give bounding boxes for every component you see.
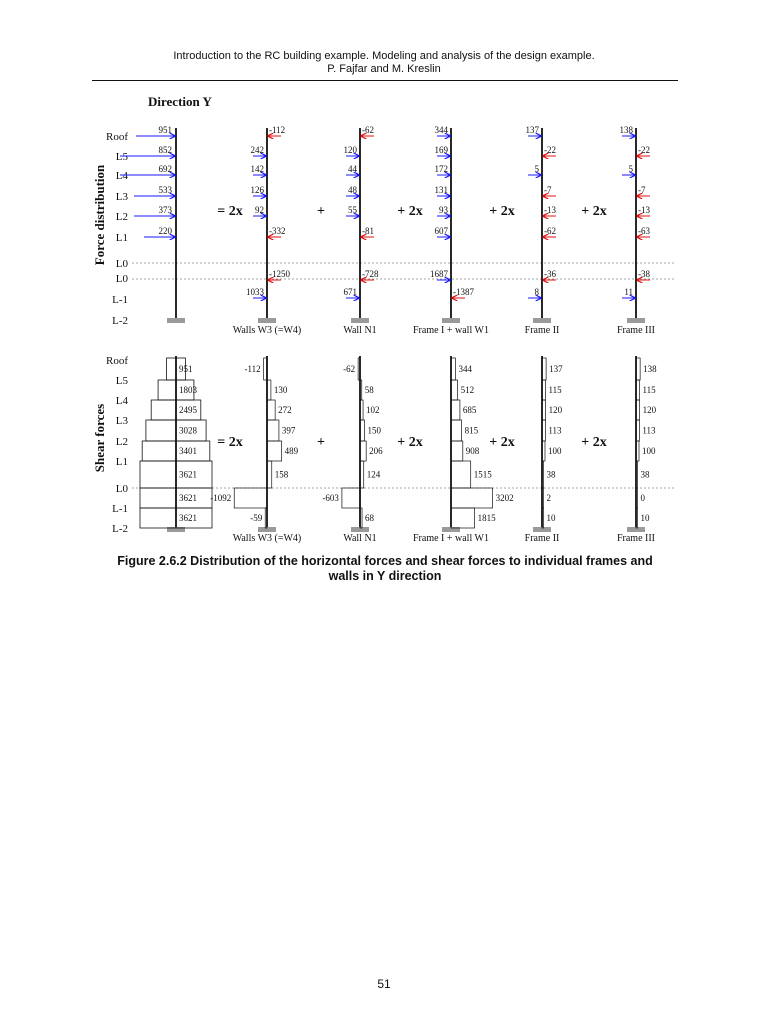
shear-value: 512 — [460, 385, 475, 395]
force-value: 220 — [158, 226, 172, 236]
shear-block — [451, 461, 471, 488]
force-value: 172 — [434, 164, 448, 174]
level-label-shear: L2 — [115, 436, 128, 448]
shear-value: 1515 — [473, 469, 492, 480]
element-name-upper: Frame I + wall W1 — [413, 325, 489, 336]
shear-value: 397 — [281, 425, 296, 436]
force-value: -22 — [544, 145, 556, 155]
shear-value: -112 — [244, 364, 261, 374]
force-value: 1033 — [246, 287, 264, 297]
shear-value: 0 — [640, 493, 645, 503]
level-label-shear: L-1 — [112, 503, 128, 515]
force-value: 1687 — [430, 269, 448, 279]
shear-value: 115 — [548, 385, 562, 395]
support-base — [167, 318, 185, 323]
force-value: 671 — [343, 287, 357, 297]
shear-block — [158, 380, 176, 400]
shear-block — [451, 420, 462, 441]
force-value: 93 — [439, 205, 448, 215]
force-value: 344 — [434, 125, 448, 135]
force-value: 533 — [158, 185, 172, 195]
force-value: 131 — [434, 185, 448, 195]
force-value: -13 — [638, 205, 650, 215]
shear-value: -603 — [322, 493, 339, 503]
shear-block — [360, 441, 366, 461]
shear-value: 206 — [369, 446, 383, 456]
shear-value: 3621 — [179, 513, 197, 523]
level-label-upper: L2 — [115, 211, 128, 223]
shear-value: 951 — [179, 364, 193, 374]
shear-block — [451, 508, 475, 528]
header-authors: P. Fajfar and M. Kreslin — [327, 63, 441, 75]
shear-value: 102 — [366, 405, 380, 415]
element-name-lower: Wall N1 — [343, 533, 377, 544]
force-value: -7 — [638, 185, 646, 195]
shear-value: 908 — [465, 446, 480, 456]
force-value: 137 — [525, 125, 539, 135]
page-number: 51 — [377, 977, 391, 991]
force-value: 138 — [619, 125, 633, 135]
shear-block — [142, 441, 176, 461]
level-label-upper: Roof — [106, 131, 128, 143]
level-label-shear: L4 — [115, 395, 128, 407]
support-base — [258, 318, 276, 323]
force-value: -62 — [362, 125, 374, 135]
shear-value: 68 — [365, 513, 375, 523]
shear-value: -1092 — [210, 493, 232, 503]
force-value: -332 — [269, 226, 286, 236]
level-label-shear: L5 — [115, 375, 128, 387]
shear-value: 10 — [640, 513, 650, 523]
force-value: -728 — [362, 269, 379, 279]
operator-sign: + 2x — [581, 435, 607, 450]
force-value: -112 — [269, 125, 286, 135]
element-name-upper: Wall N1 — [343, 325, 377, 336]
shear-block — [167, 358, 176, 380]
shear-value: 1803 — [179, 385, 197, 395]
level-label-upper: L1 — [115, 232, 128, 244]
shear-block — [140, 508, 176, 528]
shear-block — [267, 441, 282, 461]
level-label-shear: L0 — [115, 483, 128, 495]
shear-value: 2 — [546, 493, 551, 503]
shear-value: 120 — [548, 405, 563, 415]
shear-block — [151, 400, 176, 420]
operator-sign: = 2x — [217, 435, 243, 450]
shear-block — [140, 488, 176, 508]
support-base — [442, 318, 460, 323]
level-label-upper: L3 — [115, 191, 128, 203]
shear-value: 100 — [548, 446, 562, 456]
shear-value: 3028 — [179, 425, 197, 436]
level-label-shear: L3 — [115, 415, 128, 427]
shear-block — [234, 488, 267, 508]
force-value: 126 — [250, 185, 264, 195]
level-label-upper: L4 — [115, 170, 128, 182]
force-value: -22 — [638, 145, 650, 155]
force-value: 44 — [348, 164, 357, 174]
shear-value: 272 — [278, 405, 292, 415]
shear-value: 130 — [273, 385, 288, 395]
operator-sign: = 2x — [217, 204, 243, 219]
shear-value: -59 — [250, 513, 263, 523]
level-label-lower: L-2 — [112, 315, 128, 327]
shear-value: 137 — [549, 364, 563, 374]
element-name-lower: Frame III — [616, 533, 656, 544]
shear-block — [451, 380, 458, 400]
operator-sign: + 2x — [581, 204, 607, 219]
force-value: 951 — [158, 125, 172, 135]
shear-value: 38 — [640, 469, 650, 480]
element-name-lower: Frame II — [524, 533, 560, 544]
level-label-upper: L0 — [115, 258, 128, 270]
element-name-lower: Frame I + wall W1 — [413, 533, 489, 544]
shear-block — [342, 488, 360, 508]
operator-sign: + — [317, 435, 325, 450]
force-value: -63 — [638, 226, 650, 236]
force-value: -1387 — [453, 287, 474, 297]
header-title: Introduction to the RC building example. Modeling and analysis of the design example. — [173, 50, 595, 62]
shear-value: 158 — [274, 469, 289, 480]
level-label-shear: L1 — [115, 456, 128, 468]
force-value: 5 — [534, 164, 539, 174]
shear-value: 2495 — [179, 405, 197, 415]
shear-value: 489 — [284, 446, 299, 456]
force-value: -36 — [544, 269, 556, 279]
caption-line-1: Figure 2.6.2 Distribution of the horizontal forces and shear forces to individual frames and — [117, 554, 653, 568]
shear-value: 120 — [642, 405, 657, 415]
force-value: 242 — [250, 145, 264, 155]
shear-block — [358, 358, 360, 380]
force-value: -13 — [544, 205, 556, 215]
force-value: 8 — [534, 287, 539, 297]
shear-block — [146, 420, 176, 441]
shear-value: 115 — [642, 385, 656, 395]
force-value: -62 — [544, 226, 556, 236]
shear-value: 138 — [643, 364, 657, 374]
shear-value: 150 — [367, 425, 381, 436]
force-value: 852 — [158, 145, 172, 155]
level-label-shear: Roof — [106, 355, 128, 367]
force-value: -81 — [362, 226, 374, 236]
force-value: 607 — [434, 226, 448, 236]
shear-value: 100 — [642, 446, 656, 456]
force-value: 11 — [624, 287, 633, 297]
shear-value: 1815 — [477, 513, 496, 523]
force-value: 92 — [255, 205, 264, 215]
force-value: 120 — [343, 145, 357, 155]
shear-value: 3202 — [495, 493, 514, 503]
shear-value: 3621 — [179, 469, 197, 480]
shear-value: 3401 — [179, 446, 197, 456]
level-label-shear: L-2 — [112, 523, 128, 535]
force-section-label: Force distribution — [92, 164, 107, 266]
operator-sign: + 2x — [397, 204, 423, 219]
shear-value: 124 — [366, 469, 381, 480]
shear-value: 344 — [458, 364, 472, 374]
force-value: -1250 — [269, 269, 290, 279]
shear-value: 38 — [546, 469, 556, 480]
figure-caption — [92, 554, 678, 584]
force-value: 48 — [348, 185, 357, 195]
support-base — [627, 318, 645, 323]
force-value: -7 — [544, 185, 552, 195]
shear-value: 3621 — [179, 493, 197, 503]
support-base — [533, 318, 551, 323]
shear-block — [267, 400, 275, 420]
operator-sign: + 2x — [489, 204, 515, 219]
shear-value: 10 — [546, 513, 556, 523]
force-value: 692 — [158, 164, 172, 174]
shear-block — [451, 441, 463, 461]
direction-title: Direction Y — [148, 94, 212, 109]
shear-value: 58 — [364, 385, 374, 395]
shear-section-label: Shear forces — [92, 403, 107, 473]
element-name-upper: Frame II — [524, 325, 560, 336]
element-name-upper: Frame III — [616, 325, 656, 336]
support-base — [351, 318, 369, 323]
shear-block — [451, 400, 460, 420]
force-value: -38 — [638, 269, 650, 279]
element-name-lower: Walls W3 (=W4) — [232, 533, 302, 544]
level-label-upper: L5 — [115, 151, 128, 163]
shear-block — [451, 488, 493, 508]
force-value: 169 — [434, 145, 448, 155]
shear-block — [360, 508, 362, 528]
operator-sign: + 2x — [397, 435, 423, 450]
shear-block — [267, 420, 279, 441]
force-value: 142 — [250, 164, 264, 174]
shear-value: 815 — [464, 425, 479, 436]
operator-sign: + — [317, 204, 325, 219]
force-value: 5 — [628, 164, 633, 174]
operator-sign: + 2x — [489, 435, 515, 450]
shear-value: 113 — [642, 425, 656, 436]
force-value: 373 — [158, 205, 172, 215]
shear-value: 113 — [548, 425, 562, 436]
shear-value: -62 — [343, 364, 356, 374]
level-label-lower: L-1 — [112, 294, 128, 306]
caption-line-2: walls in Y direction — [328, 569, 442, 583]
level-label-lower: L0 — [115, 273, 128, 285]
shear-value: 685 — [462, 405, 477, 415]
force-value: 55 — [348, 205, 357, 215]
shear-block — [140, 461, 176, 488]
element-name-upper: Walls W3 (=W4) — [232, 325, 302, 336]
